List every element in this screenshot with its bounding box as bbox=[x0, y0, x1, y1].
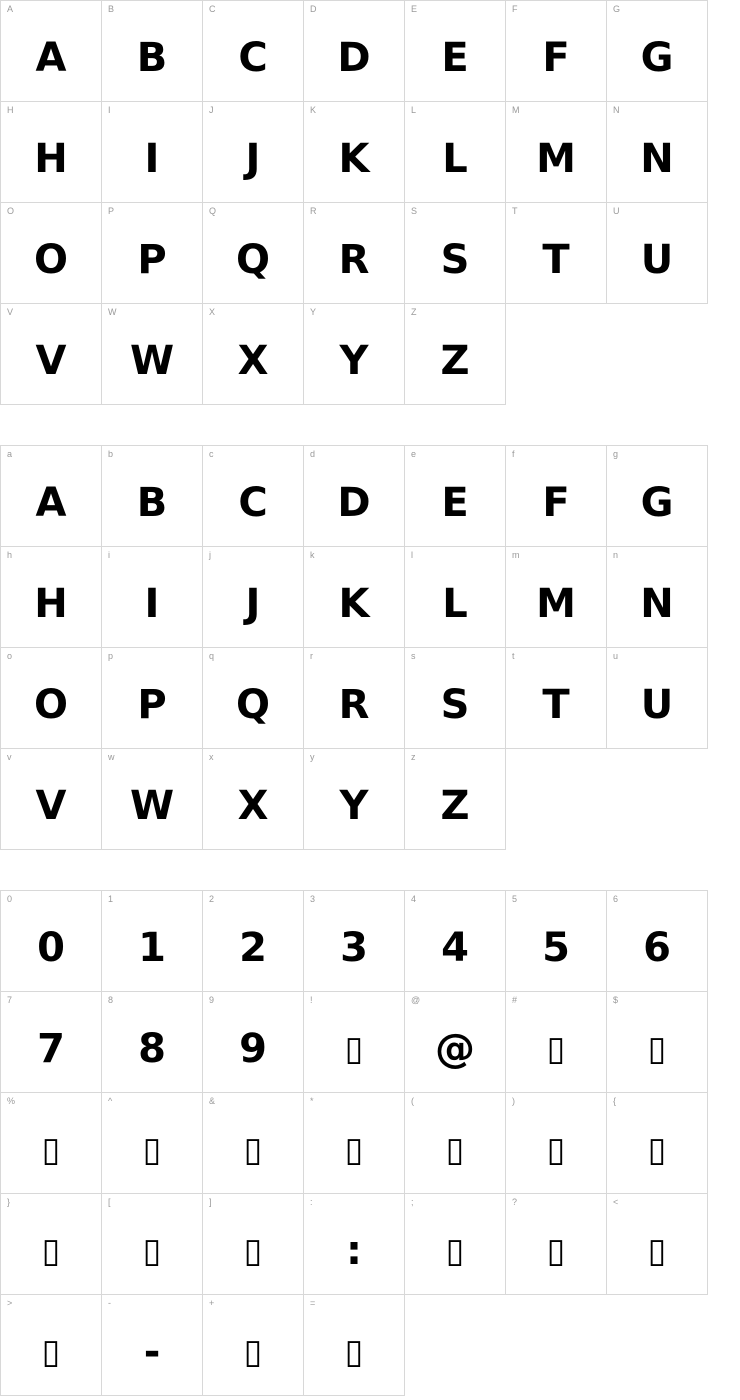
glyph-cell-label: 6 bbox=[613, 894, 619, 904]
glyph-cell-label: u bbox=[613, 651, 619, 661]
glyph-row bbox=[1, 102, 708, 203]
block-separator bbox=[0, 850, 740, 890]
glyph-cell[interactable] bbox=[203, 102, 304, 203]
glyph-character: 9 bbox=[239, 1026, 267, 1072]
glyph-character: @ bbox=[435, 1026, 475, 1072]
glyph-character: M bbox=[536, 136, 576, 182]
glyph-cell-label: v bbox=[7, 752, 12, 762]
glyph-cell-label: t bbox=[512, 651, 515, 661]
glyph-cell[interactable] bbox=[506, 992, 607, 1093]
glyph-character: T bbox=[542, 682, 570, 728]
glyph-character: N bbox=[640, 581, 674, 627]
glyph-cell[interactable] bbox=[1, 304, 102, 405]
glyph-cell[interactable] bbox=[607, 203, 708, 304]
glyph-character: 5 bbox=[542, 925, 570, 971]
glyph-character: 4 bbox=[441, 925, 469, 971]
glyph-character: Z bbox=[440, 783, 470, 829]
glyph-cell[interactable] bbox=[607, 891, 708, 992]
glyph-cell-label: 3 bbox=[310, 894, 316, 904]
glyph-cell-label: Z bbox=[411, 307, 417, 317]
glyph-cell-label: f bbox=[512, 449, 515, 459]
glyph-cell-label: x bbox=[209, 752, 214, 762]
block-separator bbox=[0, 405, 740, 445]
glyph-character: H bbox=[34, 136, 68, 182]
glyph-cell[interactable] bbox=[1, 1295, 102, 1396]
glyph-cell[interactable] bbox=[1, 1093, 102, 1194]
glyph-cell[interactable] bbox=[405, 1093, 506, 1194]
glyph-cell[interactable] bbox=[1, 1, 102, 102]
glyph-character: J bbox=[245, 136, 261, 182]
glyph-cell-label: 1 bbox=[108, 894, 114, 904]
glyph-notdef-box: ▯ bbox=[344, 1130, 364, 1170]
glyph-cell[interactable] bbox=[203, 1093, 304, 1194]
glyph-row bbox=[1, 1, 708, 102]
glyph-cell[interactable] bbox=[1, 992, 102, 1093]
glyph-character: 6 bbox=[643, 925, 671, 971]
glyph-character: Y bbox=[339, 783, 369, 829]
glyph-cell-empty bbox=[405, 1295, 506, 1396]
glyph-notdef-box: ▯ bbox=[445, 1130, 465, 1170]
glyph-cell-label: c bbox=[209, 449, 214, 459]
glyph-notdef-box: ▯ bbox=[647, 1029, 667, 1069]
glyph-cell[interactable] bbox=[102, 648, 203, 749]
glyph-cell-label: U bbox=[613, 206, 620, 216]
glyph-notdef-box: ▯ bbox=[41, 1231, 61, 1271]
glyph-cell[interactable] bbox=[304, 1093, 405, 1194]
glyph-cell-label: [ bbox=[108, 1197, 111, 1207]
glyph-character: 8 bbox=[138, 1026, 166, 1072]
glyph-cell-label: Q bbox=[209, 206, 217, 216]
glyph-notdef-box: ▯ bbox=[647, 1130, 667, 1170]
glyph-character: V bbox=[35, 783, 67, 829]
glyph-character: S bbox=[440, 237, 470, 283]
glyph-cell-label: e bbox=[411, 449, 417, 459]
glyph-character: B bbox=[136, 35, 168, 81]
glyph-cell-label: T bbox=[512, 206, 518, 216]
glyph-cell[interactable] bbox=[405, 547, 506, 648]
glyph-cell-label: g bbox=[613, 449, 619, 459]
glyph-character: N bbox=[640, 136, 674, 182]
glyph-notdef-box: ▯ bbox=[142, 1130, 162, 1170]
glyph-cell[interactable] bbox=[304, 749, 405, 850]
glyph-cell-label: E bbox=[411, 4, 418, 14]
glyph-cell-label: C bbox=[209, 4, 216, 14]
glyph-cell[interactable] bbox=[405, 304, 506, 405]
glyph-cell-label: V bbox=[7, 307, 14, 317]
glyph-cell-label: d bbox=[310, 449, 316, 459]
glyph-cell[interactable] bbox=[405, 749, 506, 850]
glyph-grid-lowercase bbox=[0, 445, 708, 850]
glyph-notdef-box: ▯ bbox=[41, 1332, 61, 1372]
glyph-character: Q bbox=[235, 682, 270, 728]
glyph-character: A bbox=[35, 35, 67, 81]
glyph-character: X bbox=[237, 338, 269, 384]
glyph-cell-label: # bbox=[512, 995, 518, 1005]
glyph-character: T bbox=[542, 237, 570, 283]
glyph-cell[interactable] bbox=[506, 203, 607, 304]
glyph-cell[interactable] bbox=[304, 1295, 405, 1396]
glyph-cell[interactable] bbox=[506, 547, 607, 648]
glyph-cell-label: = bbox=[310, 1298, 316, 1308]
glyph-notdef-box: ▯ bbox=[41, 1130, 61, 1170]
glyph-row bbox=[1, 1194, 708, 1295]
glyph-character: D bbox=[337, 35, 371, 81]
glyph-cell-label: < bbox=[613, 1197, 619, 1207]
glyph-cell[interactable] bbox=[1, 891, 102, 992]
glyph-notdef-box: ▯ bbox=[243, 1130, 263, 1170]
glyph-notdef-box: ▯ bbox=[647, 1231, 667, 1271]
glyph-notdef-box: ▯ bbox=[243, 1231, 263, 1271]
glyph-cell[interactable] bbox=[1, 547, 102, 648]
glyph-cell[interactable] bbox=[203, 1194, 304, 1295]
glyph-cell-label: ; bbox=[411, 1197, 414, 1207]
glyph-character: 0 bbox=[37, 925, 65, 971]
glyph-cell-label: b bbox=[108, 449, 114, 459]
glyph-cell-label: a bbox=[7, 449, 13, 459]
glyph-character: R bbox=[338, 237, 370, 283]
glyph-cell[interactable] bbox=[405, 1, 506, 102]
glyph-cell[interactable] bbox=[102, 1295, 203, 1396]
glyph-cell-label: ! bbox=[310, 995, 313, 1005]
glyph-character: P bbox=[137, 682, 167, 728]
glyph-character: E bbox=[441, 480, 469, 526]
glyph-character: B bbox=[136, 480, 168, 526]
glyph-cell-label: m bbox=[512, 550, 520, 560]
glyph-cell-label: F bbox=[512, 4, 518, 14]
glyph-character: 3 bbox=[340, 925, 368, 971]
glyph-notdef-box: ▯ bbox=[344, 1029, 364, 1069]
glyph-cell[interactable] bbox=[405, 203, 506, 304]
glyph-cell-label: q bbox=[209, 651, 215, 661]
glyph-row bbox=[1, 648, 708, 749]
glyph-cell-label: } bbox=[7, 1197, 11, 1207]
glyph-cell[interactable] bbox=[304, 992, 405, 1093]
glyph-cell-label: : bbox=[310, 1197, 313, 1207]
glyph-cell-label: j bbox=[209, 550, 211, 560]
glyph-cell[interactable] bbox=[304, 1194, 405, 1295]
glyph-row bbox=[1, 304, 708, 405]
glyph-cell-label: W bbox=[108, 307, 117, 317]
glyph-cell[interactable] bbox=[102, 203, 203, 304]
glyph-character: : bbox=[346, 1228, 362, 1274]
glyph-row bbox=[1, 891, 708, 992]
glyph-notdef-box: ▯ bbox=[344, 1332, 364, 1372]
glyph-cell[interactable] bbox=[506, 1, 607, 102]
glyph-cell-label: - bbox=[108, 1298, 111, 1308]
glyph-cell[interactable] bbox=[607, 1093, 708, 1194]
glyph-cell-label: + bbox=[209, 1298, 215, 1308]
glyph-cell[interactable] bbox=[607, 446, 708, 547]
glyph-character: - bbox=[143, 1329, 161, 1375]
glyph-cell-label: P bbox=[108, 206, 115, 216]
glyph-grid-digits-and-symbols bbox=[0, 890, 708, 1396]
glyph-cell[interactable] bbox=[607, 102, 708, 203]
glyph-character: P bbox=[137, 237, 167, 283]
glyph-cell-label: $ bbox=[613, 995, 619, 1005]
glyph-cell-label: 4 bbox=[411, 894, 417, 904]
glyph-character: U bbox=[640, 682, 674, 728]
glyph-cell-label: & bbox=[209, 1096, 216, 1106]
glyph-cell[interactable] bbox=[1, 749, 102, 850]
glyph-cell-label: ? bbox=[512, 1197, 518, 1207]
glyph-cell-label: H bbox=[7, 105, 14, 115]
glyph-cell[interactable] bbox=[1, 648, 102, 749]
glyph-cell-label: o bbox=[7, 651, 13, 661]
glyph-character: K bbox=[338, 136, 370, 182]
glyph-cell-label: % bbox=[7, 1096, 16, 1106]
glyph-cell[interactable] bbox=[203, 1, 304, 102]
glyph-row bbox=[1, 446, 708, 547]
glyph-character: H bbox=[34, 581, 68, 627]
glyph-cell-empty bbox=[506, 749, 607, 850]
glyph-character: Z bbox=[440, 338, 470, 384]
glyph-cell[interactable] bbox=[304, 1, 405, 102]
glyph-cell-label: X bbox=[209, 307, 216, 317]
glyph-row bbox=[1, 992, 708, 1093]
glyph-grid-uppercase bbox=[0, 0, 708, 405]
glyph-row bbox=[1, 749, 708, 850]
glyph-cell-label: D bbox=[310, 4, 317, 14]
glyph-cell[interactable] bbox=[102, 547, 203, 648]
glyph-cell[interactable] bbox=[1, 203, 102, 304]
glyph-cell[interactable] bbox=[1, 446, 102, 547]
glyph-cell-label: * bbox=[310, 1096, 314, 1106]
glyph-cell[interactable] bbox=[203, 891, 304, 992]
glyph-cell[interactable] bbox=[102, 1194, 203, 1295]
glyph-cell-label: Y bbox=[310, 307, 317, 317]
glyph-cell[interactable] bbox=[304, 102, 405, 203]
glyph-cell-label: w bbox=[108, 752, 115, 762]
glyph-cell-empty bbox=[607, 749, 708, 850]
glyph-cell[interactable] bbox=[506, 102, 607, 203]
glyph-character: A bbox=[35, 480, 67, 526]
glyph-cell[interactable] bbox=[102, 992, 203, 1093]
glyph-cell[interactable] bbox=[203, 749, 304, 850]
glyph-cell-label: N bbox=[613, 105, 620, 115]
glyph-character: I bbox=[144, 581, 160, 627]
glyph-cell-label: K bbox=[310, 105, 317, 115]
glyph-notdef-box: ▯ bbox=[243, 1332, 263, 1372]
glyph-character: W bbox=[129, 338, 175, 384]
glyph-cell-label: s bbox=[411, 651, 416, 661]
glyph-cell[interactable] bbox=[405, 648, 506, 749]
glyph-character: Q bbox=[235, 237, 270, 283]
glyph-cell[interactable] bbox=[203, 648, 304, 749]
glyph-cell[interactable] bbox=[102, 102, 203, 203]
glyph-cell-label: ) bbox=[512, 1096, 515, 1106]
glyph-cell-label: > bbox=[7, 1298, 13, 1308]
glyph-cell[interactable] bbox=[506, 446, 607, 547]
glyph-cell[interactable] bbox=[506, 1194, 607, 1295]
glyph-notdef-box: ▯ bbox=[546, 1231, 566, 1271]
glyph-character: F bbox=[542, 480, 570, 526]
glyph-cell[interactable] bbox=[405, 891, 506, 992]
glyph-cell[interactable] bbox=[405, 992, 506, 1093]
glyph-character: G bbox=[640, 480, 674, 526]
glyph-cell-label: 7 bbox=[7, 995, 13, 1005]
glyph-cell[interactable] bbox=[304, 304, 405, 405]
glyph-cell[interactable] bbox=[607, 547, 708, 648]
glyph-character: V bbox=[35, 338, 67, 384]
glyph-cell-empty bbox=[607, 1295, 708, 1396]
glyph-cell-empty bbox=[506, 1295, 607, 1396]
glyph-cell[interactable] bbox=[506, 891, 607, 992]
glyph-cell[interactable] bbox=[607, 1194, 708, 1295]
glyph-character: K bbox=[338, 581, 370, 627]
glyph-cell[interactable] bbox=[607, 648, 708, 749]
glyph-row bbox=[1, 203, 708, 304]
glyph-cell[interactable] bbox=[203, 1295, 304, 1396]
glyph-cell-label: { bbox=[613, 1096, 617, 1106]
glyph-cell-label: B bbox=[108, 4, 115, 14]
glyph-cell-label: ( bbox=[411, 1096, 414, 1106]
glyph-cell-label: r bbox=[310, 651, 313, 661]
glyph-character: D bbox=[337, 480, 371, 526]
glyph-cell[interactable] bbox=[203, 446, 304, 547]
glyph-cell-label: l bbox=[411, 550, 413, 560]
glyph-cell-label: ] bbox=[209, 1197, 212, 1207]
glyph-cell[interactable] bbox=[607, 1, 708, 102]
glyph-cell-label: ^ bbox=[108, 1096, 113, 1106]
glyph-cell[interactable] bbox=[203, 547, 304, 648]
glyph-cell[interactable] bbox=[1, 102, 102, 203]
glyph-cell-label: y bbox=[310, 752, 315, 762]
glyph-row bbox=[1, 547, 708, 648]
glyph-cell-label: R bbox=[310, 206, 317, 216]
glyph-character: W bbox=[129, 783, 175, 829]
glyph-cell[interactable] bbox=[304, 547, 405, 648]
glyph-cell-label: i bbox=[108, 550, 110, 560]
glyph-cell[interactable] bbox=[405, 102, 506, 203]
glyph-cell[interactable] bbox=[304, 446, 405, 547]
glyph-cell[interactable] bbox=[607, 992, 708, 1093]
glyph-cell[interactable] bbox=[102, 1, 203, 102]
glyph-cell[interactable] bbox=[405, 446, 506, 547]
glyph-character: 1 bbox=[138, 925, 166, 971]
glyph-character: F bbox=[542, 35, 570, 81]
glyph-cell[interactable] bbox=[203, 203, 304, 304]
glyph-cell-label: z bbox=[411, 752, 416, 762]
glyph-notdef-box: ▯ bbox=[546, 1130, 566, 1170]
glyph-character: G bbox=[640, 35, 674, 81]
glyph-cell[interactable] bbox=[304, 203, 405, 304]
glyph-cell[interactable] bbox=[102, 1093, 203, 1194]
glyph-character: S bbox=[440, 682, 470, 728]
glyph-cell[interactable] bbox=[203, 992, 304, 1093]
glyph-cell[interactable] bbox=[304, 891, 405, 992]
glyph-character: J bbox=[245, 581, 261, 627]
glyph-character: L bbox=[442, 136, 468, 182]
glyph-cell-label: @ bbox=[411, 995, 421, 1005]
glyph-notdef-box: ▯ bbox=[142, 1231, 162, 1271]
glyph-cell[interactable] bbox=[506, 1093, 607, 1194]
glyph-cell-label: I bbox=[108, 105, 111, 115]
glyph-cell[interactable] bbox=[405, 1194, 506, 1295]
glyph-character: O bbox=[33, 682, 68, 728]
glyph-character: E bbox=[441, 35, 469, 81]
glyph-character: M bbox=[536, 581, 576, 627]
glyph-cell-label: h bbox=[7, 550, 13, 560]
glyph-character: 2 bbox=[239, 925, 267, 971]
glyph-character: Y bbox=[339, 338, 369, 384]
glyph-cell-label: L bbox=[411, 105, 417, 115]
glyph-cell-label: 9 bbox=[209, 995, 215, 1005]
glyph-cell-label: p bbox=[108, 651, 114, 661]
glyph-row bbox=[1, 1093, 708, 1194]
glyph-notdef-box: ▯ bbox=[445, 1231, 465, 1271]
glyph-cell-label: S bbox=[411, 206, 418, 216]
glyph-cell-label: G bbox=[613, 4, 621, 14]
glyph-cell-label: k bbox=[310, 550, 315, 560]
glyph-character: O bbox=[33, 237, 68, 283]
glyph-notdef-box: ▯ bbox=[546, 1029, 566, 1069]
glyph-cell-label: J bbox=[209, 105, 214, 115]
glyph-cell-empty bbox=[607, 304, 708, 405]
glyph-row bbox=[1, 1295, 708, 1396]
glyph-character: I bbox=[144, 136, 160, 182]
glyph-cell-label: 0 bbox=[7, 894, 13, 904]
glyph-cell[interactable] bbox=[304, 648, 405, 749]
glyph-character: R bbox=[338, 682, 370, 728]
glyph-cell-label: 5 bbox=[512, 894, 518, 904]
glyph-cell-empty bbox=[506, 304, 607, 405]
glyph-character: X bbox=[237, 783, 269, 829]
glyph-cell[interactable] bbox=[102, 304, 203, 405]
glyph-cell-label: 8 bbox=[108, 995, 114, 1005]
glyph-character: U bbox=[640, 237, 674, 283]
glyph-cell-label: O bbox=[7, 206, 15, 216]
glyph-cell[interactable] bbox=[1, 1194, 102, 1295]
glyph-cell-label: n bbox=[613, 550, 619, 560]
glyph-cell-label: A bbox=[7, 4, 14, 14]
glyph-character: C bbox=[238, 480, 268, 526]
glyph-cell[interactable] bbox=[102, 446, 203, 547]
glyph-cell-label: M bbox=[512, 105, 520, 115]
glyph-character: C bbox=[238, 35, 268, 81]
glyph-cell[interactable] bbox=[506, 648, 607, 749]
glyph-cell[interactable] bbox=[102, 891, 203, 992]
glyph-character: L bbox=[442, 581, 468, 627]
glyph-cell[interactable] bbox=[102, 749, 203, 850]
glyph-cell-label: 2 bbox=[209, 894, 215, 904]
glyph-character: 7 bbox=[37, 1026, 65, 1072]
glyph-cell[interactable] bbox=[203, 304, 304, 405]
